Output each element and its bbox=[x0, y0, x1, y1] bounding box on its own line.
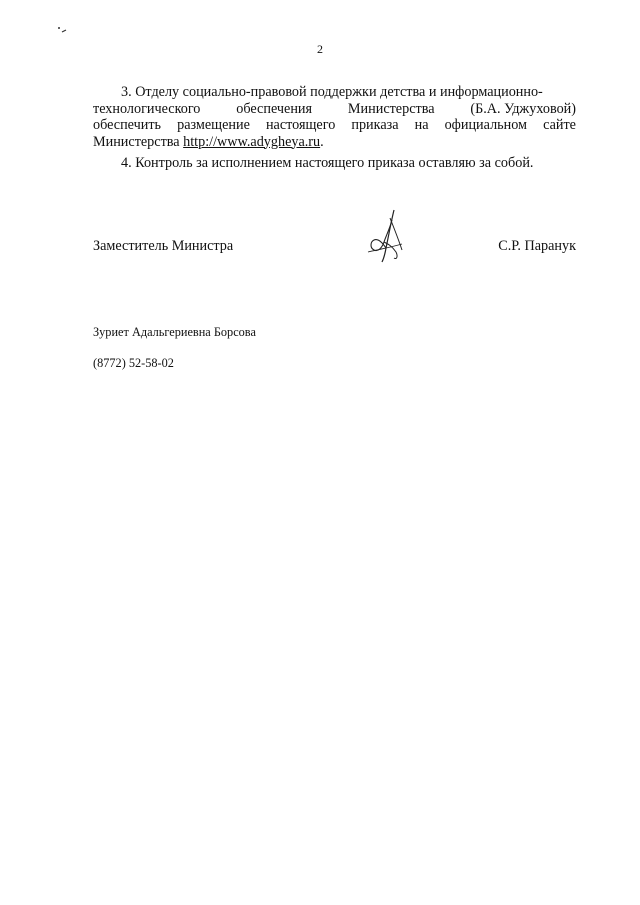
page-number: 2 bbox=[317, 42, 323, 56]
word: размещение bbox=[177, 117, 250, 133]
signer-position: Заместитель Министра bbox=[93, 238, 234, 254]
word: Министерства bbox=[347, 100, 435, 117]
scan-mark bbox=[57, 26, 67, 34]
paragraph-3-line-4 bbox=[93, 134, 576, 151]
executor-name: Зуриет Адальгериевна Борсова bbox=[93, 325, 256, 339]
word: приказа bbox=[351, 117, 399, 133]
word: официальном bbox=[444, 117, 528, 133]
paragraph-3 bbox=[93, 84, 576, 150]
word: (Б.А. Уджуховой) bbox=[470, 100, 576, 117]
paragraph-3-line-3 bbox=[93, 117, 576, 134]
handwritten-signature bbox=[364, 208, 408, 264]
website-link[interactable]: http://www.adygheya.ru bbox=[183, 133, 321, 150]
signer-name: С.Р. Паранук bbox=[498, 238, 576, 254]
word: на bbox=[414, 117, 429, 133]
executor-phone: (8772) 52-58-02 bbox=[93, 356, 174, 370]
paragraph-3-line-1: 3. Отделу социально-правовой поддержки детства и информационно- bbox=[121, 84, 543, 100]
paragraph-3-line-2 bbox=[93, 101, 576, 118]
line-suffix: . bbox=[320, 133, 324, 150]
line-prefix: Министерства bbox=[93, 133, 184, 150]
paragraph-4-text: 4. Контроль за исполнением настоящего приказа оставляю за собой. bbox=[121, 155, 534, 171]
word: настоящего bbox=[265, 117, 336, 133]
word: обеспечить bbox=[93, 117, 162, 133]
word: сайте bbox=[543, 117, 576, 133]
paragraph-4 bbox=[93, 155, 576, 172]
word: обеспечения bbox=[236, 100, 313, 117]
word: технологического bbox=[93, 100, 201, 117]
